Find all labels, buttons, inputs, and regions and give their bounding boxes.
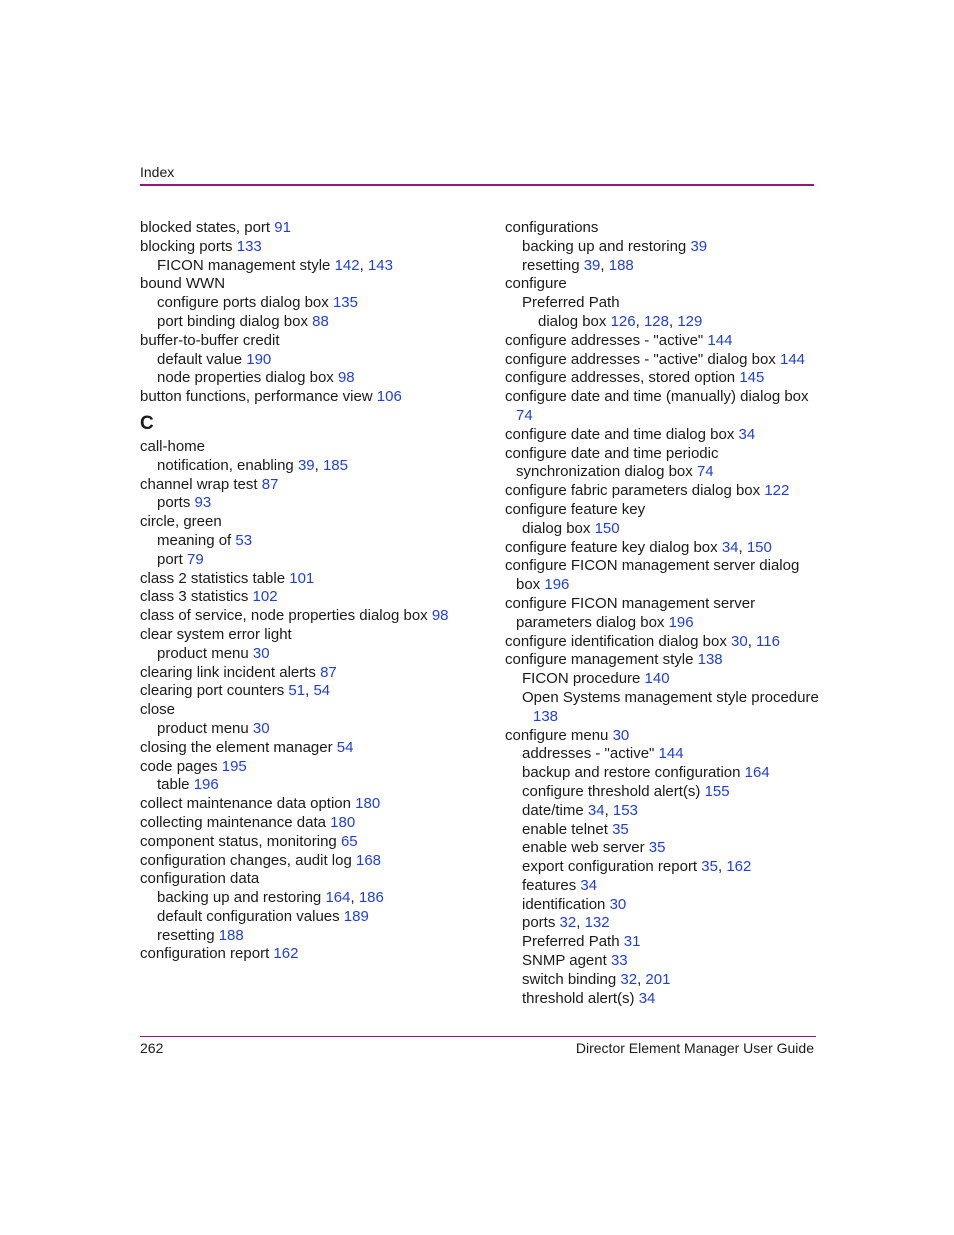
page-link[interactable]: 128 (643, 312, 669, 330)
index-term: configure threshold alert(s) (522, 782, 701, 800)
index-term: configure addresses - "active" (505, 331, 704, 349)
index-term: blocked states, port (140, 219, 271, 236)
index-entry (140, 369, 500, 388)
page-link[interactable]: 30 (731, 632, 748, 650)
index-term: button functions, performance view (140, 388, 373, 406)
index-term: parameters dialog box (516, 613, 665, 631)
index-entry (505, 708, 817, 727)
page-link[interactable]: 88 (312, 312, 329, 330)
index-term: ports (522, 914, 556, 932)
index-entry (505, 576, 817, 595)
index-term: enable telnet (522, 820, 608, 838)
index-term: threshold alert(s) (522, 989, 635, 1007)
index-term: bound WWN (140, 275, 226, 293)
index-entry (140, 219, 500, 238)
page-link[interactable]: 101 (289, 569, 315, 587)
index-entry (140, 476, 500, 495)
index-entry (505, 501, 817, 520)
index-entry (505, 463, 817, 482)
index-term: backing up and restoring (157, 889, 322, 907)
page-link[interactable]: 143 (367, 256, 393, 274)
page-link[interactable]: 39 (297, 456, 315, 474)
page-link[interactable]: 190 (246, 350, 272, 368)
page-link[interactable]: 33 (610, 952, 628, 970)
page-link[interactable]: 162 (726, 858, 752, 876)
index-term: configure fabric parameters dialog box (505, 482, 761, 500)
index-entry (140, 814, 500, 833)
index-term: box (516, 576, 541, 594)
index-entry (505, 407, 817, 426)
index-term: configurations (505, 219, 599, 236)
page-link[interactable]: 150 (594, 519, 620, 537)
page-link[interactable]: 126 (610, 312, 636, 330)
page-link[interactable]: 34 (721, 538, 739, 556)
index-entry (505, 783, 817, 802)
page-link[interactable]: 74 (516, 406, 533, 424)
index-entry: clearing port counters 51, 54 (140, 682, 331, 700)
index-column-left (140, 219, 500, 964)
page-link[interactable]: 116 (756, 632, 780, 650)
index-term: features (522, 876, 577, 894)
index-entry (505, 821, 817, 840)
index-term: class 3 statistics (140, 588, 249, 606)
index-entry (140, 351, 500, 370)
page-link[interactable]: 98 (431, 607, 449, 625)
index-term: date/time (522, 801, 584, 819)
index-entry (505, 520, 817, 539)
index-term: enable web server (522, 839, 645, 857)
page-link[interactable]: 30 (252, 719, 270, 737)
index-entry (140, 388, 500, 407)
page-link[interactable]: 34 (580, 876, 598, 894)
page-link[interactable]: 53 (235, 531, 253, 549)
page-link[interactable]: 135 (332, 294, 358, 312)
page-link[interactable]: 79 (187, 550, 204, 568)
page-link[interactable]: 196 (668, 613, 694, 631)
index-term: backing up and restoring (522, 237, 687, 255)
page-link[interactable]: 150 (746, 538, 772, 556)
index-term: Open Systems management style procedure (522, 688, 819, 706)
index-term: port binding dialog box (157, 312, 308, 330)
page-link[interactable]: 153 (612, 801, 638, 819)
index-entry (140, 645, 500, 664)
index-term: configure addresses, stored option (505, 369, 736, 387)
index-term: resetting (157, 926, 215, 944)
index-entry (140, 275, 500, 294)
page-link[interactable]: 35 (701, 858, 718, 876)
index-entry (140, 570, 500, 589)
index-entry (505, 426, 817, 445)
index-entry: resetting 39, 188 (522, 256, 634, 274)
index-entry (505, 275, 817, 294)
index-entry: configure feature key dialog box 34, 150 (505, 538, 772, 556)
index-entry (505, 388, 817, 407)
index-term: switch binding (522, 970, 617, 988)
index-entry (140, 513, 500, 532)
index-term: synchronization dialog box (516, 463, 693, 481)
page-link[interactable]: 142 (334, 256, 360, 274)
index-entry (505, 614, 817, 633)
index-entry (140, 720, 500, 739)
index-entry (140, 945, 500, 964)
index-term: collect maintenance data option (140, 795, 351, 813)
index-section-letter: C (140, 412, 154, 434)
page-link[interactable]: 145 (739, 369, 765, 387)
index-term: configure identification dialog box (505, 632, 727, 650)
index-entry (505, 670, 817, 689)
index-term: configure ports dialog box (157, 294, 329, 312)
index-term: configure addresses - "active" dialog box (505, 350, 776, 368)
index-entry (140, 607, 500, 626)
page-link[interactable]: 87 (261, 475, 279, 493)
page-link[interactable]: 180 (355, 795, 381, 813)
index-term: clear system error light (140, 625, 292, 643)
index-entry (140, 438, 500, 457)
page-link[interactable]: 133 (236, 237, 262, 255)
index-entry: configure identification dialog box 30, 116 (505, 632, 780, 650)
page-link[interactable]: 34 (587, 801, 605, 819)
index-entry (505, 990, 817, 1009)
page-link[interactable]: 186 (358, 889, 384, 907)
document-title: Director Element Manager User Guide (575, 1040, 814, 1056)
index-entry: notification, enabling 39, 185 (157, 456, 348, 474)
index-term: addresses - "active" (522, 745, 655, 763)
index-term: close (140, 701, 176, 719)
index-term: configure feature key dialog box (505, 538, 718, 556)
index-entry (505, 839, 817, 858)
index-entry (140, 908, 500, 927)
index-term: call-home (140, 437, 206, 455)
index-term: resetting (522, 256, 580, 274)
page-link[interactable]: 87 (320, 663, 337, 681)
index-entry: export configuration report 35, 162 (522, 858, 752, 876)
page-link[interactable]: 188 (218, 926, 244, 944)
index-entry (505, 445, 817, 464)
index-term: notification, enabling (157, 456, 294, 474)
index-entry (505, 727, 817, 746)
index-entry (505, 238, 817, 257)
page-link[interactable]: 106 (376, 388, 402, 406)
index-entry (505, 351, 817, 370)
page-link[interactable]: 196 (193, 776, 219, 794)
index-term: product menu (157, 719, 249, 737)
index-entry (140, 758, 500, 777)
index-term: product menu (157, 644, 249, 662)
index-term: class of service, node properties dialog box (140, 607, 428, 625)
page-link[interactable]: 164 (325, 889, 351, 907)
index-term: configure date and time periodic (505, 444, 719, 462)
page-link[interactable]: 93 (194, 494, 212, 512)
index-term: clearing link incident alerts (140, 663, 316, 681)
index-term: port (157, 550, 183, 568)
index-term: blocking ports (140, 237, 233, 255)
page-link[interactable]: 102 (252, 588, 278, 606)
index-entry (140, 852, 500, 871)
index-entry (140, 588, 500, 607)
index-entry (140, 626, 500, 645)
page-link[interactable]: 91 (274, 219, 291, 236)
page-link[interactable]: 138 (697, 651, 723, 669)
index-term: configure management style (505, 651, 694, 669)
footer-divider (140, 1036, 816, 1037)
index-term: table (157, 776, 190, 794)
index-term: configure menu (505, 726, 609, 744)
page-link[interactable]: 132 (584, 914, 610, 932)
index-entry: switch binding 32, 201 (522, 970, 671, 988)
index-term: meaning of (157, 531, 232, 549)
index-term: node properties dialog box (157, 369, 334, 387)
index-term: Preferred Path (522, 294, 620, 312)
page-link[interactable]: 31 (623, 933, 641, 951)
page-link[interactable]: 35 (612, 820, 629, 838)
index-entry (140, 294, 500, 313)
index-term: configure feature key (505, 500, 646, 518)
index-term: backup and restore configuration (522, 764, 741, 782)
index-entry (140, 833, 500, 852)
page-link[interactable]: 155 (704, 782, 730, 800)
page-link[interactable]: 30 (609, 895, 627, 913)
page-link[interactable]: 129 (677, 312, 703, 330)
page-link[interactable]: 180 (330, 813, 356, 831)
index-term: configuration changes, audit log (140, 851, 352, 869)
index-term: export configuration report (522, 858, 698, 876)
index-column-right (505, 219, 817, 1008)
index-term: default configuration values (157, 907, 340, 925)
page-link[interactable]: 162 (273, 945, 299, 963)
page-link[interactable]: 188 (608, 256, 634, 274)
index-term: buffer-to-buffer credit (140, 331, 280, 349)
index-entry (505, 896, 817, 915)
page-link[interactable]: 196 (544, 576, 570, 594)
index-term: collecting maintenance data (140, 813, 326, 831)
page-link[interactable]: 32 (620, 970, 638, 988)
index-entry (140, 739, 500, 758)
page-link[interactable]: 54 (313, 682, 331, 700)
index-entry (505, 332, 817, 351)
page-link[interactable]: 54 (336, 738, 354, 756)
index-term: FICON procedure (522, 670, 641, 688)
page-link[interactable]: 30 (612, 726, 630, 744)
page-link[interactable]: 32 (559, 914, 577, 932)
index-term: ports (157, 494, 191, 512)
page-link[interactable]: 39 (690, 237, 708, 255)
index-entry (505, 482, 817, 501)
page-link[interactable]: 144 (658, 745, 684, 763)
index-entry (140, 870, 500, 889)
page-link[interactable]: 195 (221, 757, 247, 775)
index-entry (505, 219, 817, 238)
index-entry (140, 532, 500, 551)
page-link[interactable]: 168 (356, 851, 382, 869)
index-entry (140, 494, 500, 513)
index-entry (140, 313, 500, 332)
index-term: identification (522, 895, 606, 913)
page-link[interactable]: 51 (288, 682, 306, 700)
page-link[interactable]: 201 (645, 970, 671, 988)
index-term: configure FICON management server dialog (505, 557, 800, 575)
index-term: class 2 statistics table (140, 569, 286, 587)
index-entry (505, 651, 817, 670)
index-entry (140, 701, 500, 720)
index-entry: date/time 34, 153 (522, 801, 638, 819)
index-term: default value (157, 350, 243, 368)
page-link[interactable]: 65 (340, 832, 358, 850)
index-entry (140, 238, 500, 257)
index-term: configure FICON management server (505, 594, 756, 612)
index-entry: backing up and restoring 164, 186 (157, 889, 384, 907)
page-link[interactable]: 138 (533, 707, 559, 725)
index-entry (505, 952, 817, 971)
page-link[interactable]: 140 (644, 670, 670, 688)
index-term: code pages (140, 757, 218, 775)
index-entry (140, 551, 500, 570)
page-link[interactable]: 34 (738, 425, 756, 443)
page-link[interactable]: 144 (779, 350, 806, 368)
index-term: closing the element manager (140, 738, 333, 756)
page-link[interactable]: 144 (707, 331, 733, 349)
index-term: dialog box (522, 519, 591, 537)
index-entry: FICON management style 142, 143 (157, 256, 393, 274)
index-term: configure date and time dialog box (505, 425, 735, 443)
index-term: configure (505, 275, 567, 293)
index-term: component status, monitoring (140, 832, 337, 850)
index-entry: ports 32, 132 (522, 914, 610, 932)
index-entry (505, 557, 817, 576)
index-term: configuration data (140, 870, 260, 888)
running-header: Index (140, 164, 175, 180)
index-entry (505, 877, 817, 896)
page-link[interactable]: 185 (322, 456, 348, 474)
index-term: configure date and time (manually) dialog box (505, 388, 809, 406)
index-entry (505, 764, 817, 783)
index-entry (140, 795, 500, 814)
page-link[interactable]: 164 (744, 764, 770, 782)
page-link[interactable]: 39 (583, 256, 601, 274)
index-entry (505, 689, 817, 708)
index-term: circle, green (140, 513, 222, 531)
header-divider (140, 184, 814, 186)
index-entry (505, 369, 817, 388)
index-term: clearing port counters (140, 682, 285, 700)
page-number: 262 (140, 1040, 164, 1056)
index-entry (505, 294, 817, 313)
index-term: dialog box (538, 312, 607, 330)
index-entry (505, 933, 817, 952)
page-link[interactable]: 189 (343, 907, 369, 925)
page-link[interactable]: 74 (696, 463, 714, 481)
page-link[interactable]: 30 (252, 644, 270, 662)
page-link[interactable]: 98 (337, 369, 355, 387)
index-entry (505, 745, 817, 764)
index-entry (140, 927, 500, 946)
page-link[interactable]: 34 (638, 989, 656, 1007)
index-term: channel wrap test (140, 475, 258, 493)
index-entry (505, 595, 817, 614)
index-term: Preferred Path (522, 933, 620, 951)
page-link[interactable]: 35 (648, 839, 666, 857)
index-entry (140, 664, 500, 683)
index-entry: dialog box 126, 128, 129 (538, 312, 703, 330)
page-link[interactable]: 122 (764, 482, 790, 500)
index-entry (140, 332, 500, 351)
index-term: FICON management style (157, 256, 331, 274)
index-term: configuration report (140, 945, 270, 963)
index-term: SNMP agent (522, 952, 607, 970)
index-entry (140, 776, 500, 795)
